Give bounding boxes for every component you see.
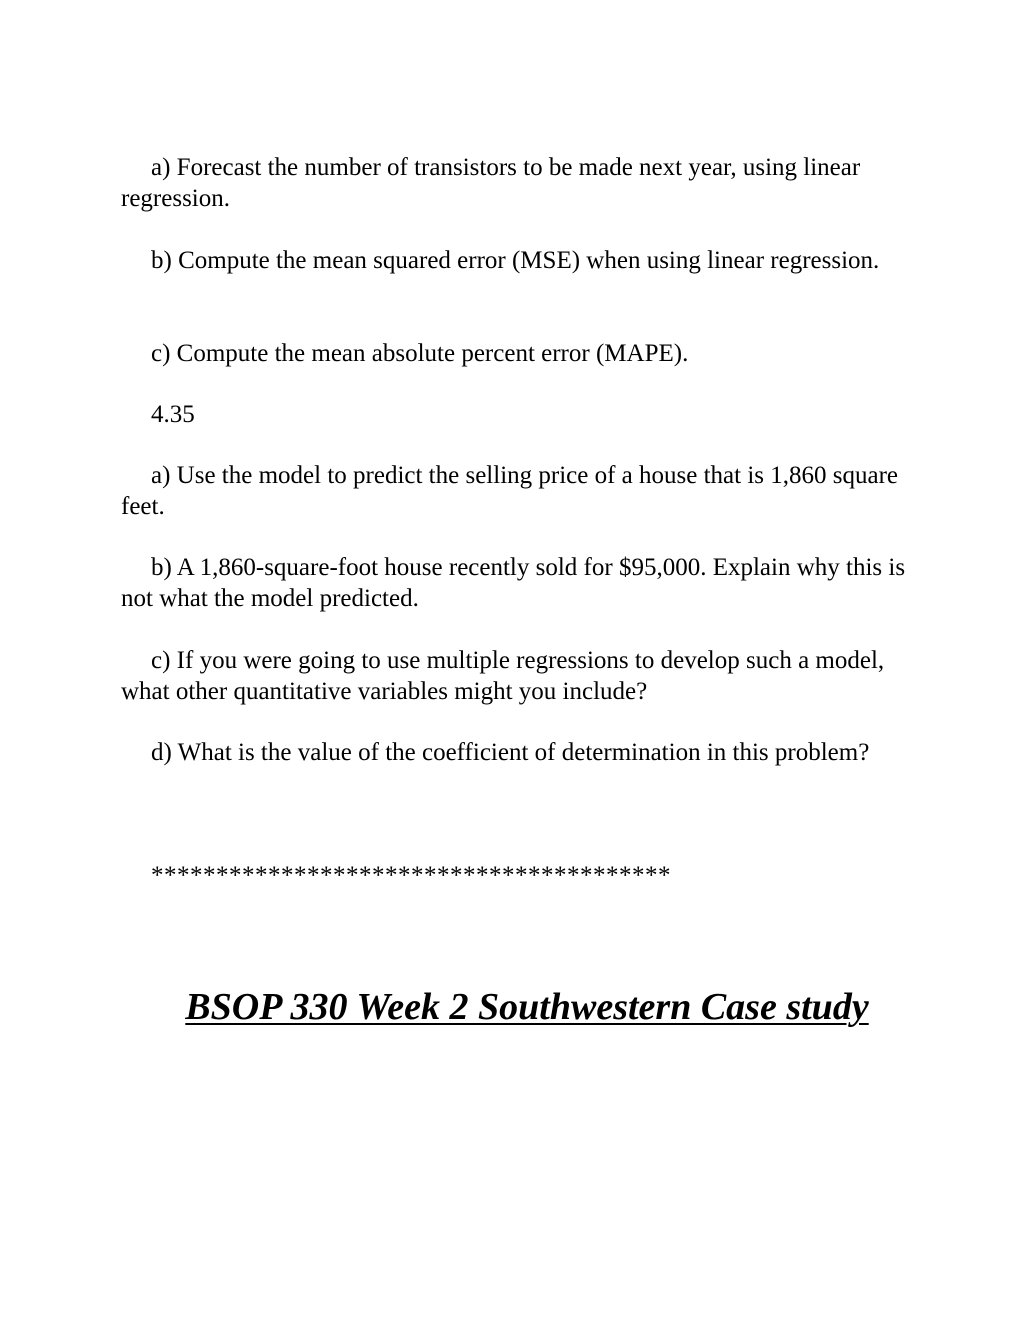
question-b-explain: b) A 1,860-square-foot house recently sold for $95,000. Explain why this is not what the model predicted.	[121, 554, 906, 612]
problem-number: 4.35	[151, 401, 195, 428]
question-a-forecast: a) Forecast the number of transistors to be made next year, using linear regression.	[121, 154, 861, 212]
question-d-coefficient: d) What is the value of the coefficient of determination in this problem?	[151, 739, 870, 766]
question-a-predict-price: a) Use the model to predict the selling price of a house that is 1,860 square feet.	[121, 462, 899, 520]
separator-stars: ****************************************	[151, 862, 671, 889]
question-b-mse: b) Compute the mean squared error (MSE) when using linear regression.	[151, 247, 880, 274]
case-study-heading: BSOP 330 Week 2 Southwestern Case study	[185, 986, 869, 1028]
question-c-mape: c) Compute the mean absolute percent error (MAPE).	[151, 340, 689, 367]
question-c-variables: c) If you were going to use multiple regressions to develop such a model, what other quantitative variables might you include?	[121, 647, 885, 705]
